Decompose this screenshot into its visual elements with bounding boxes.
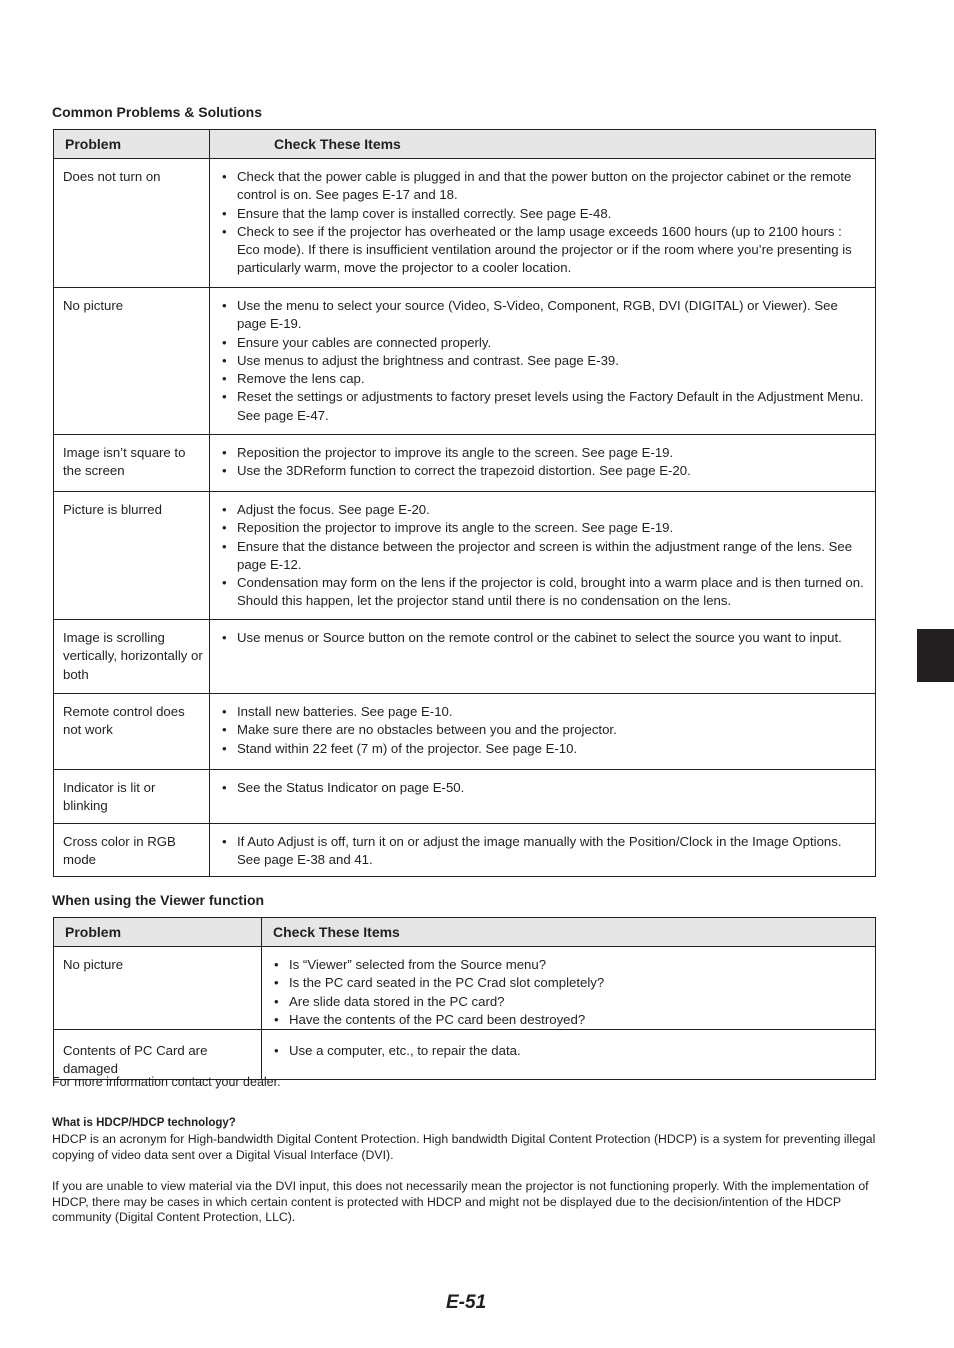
list-item: • See the Status Indicator on page E-50.: [218, 779, 867, 797]
table-header-row: [54, 918, 876, 947]
hdcp-paragraph-2: If you are unable to view material via the DVI input, this does not necessarily mean the projector is not functioning properly. With the implementation of HDCP, there may be cases in which certain content is protected with HDCP and might not be displayed due to the decision/intention of the HDCP community (Digital Content Protection, LLC).: [52, 1179, 869, 1225]
list-item: • Ensure that the lamp cover is installed correctly. See page E-48.: [218, 205, 867, 223]
items-cell: [210, 694, 876, 770]
header-check-items: Check These Items: [210, 130, 876, 159]
list-item: • Ensure your cables are connected properly.: [218, 334, 867, 352]
problem-cell: Image isn’t square to the screen: [54, 435, 210, 492]
list-item: • Remove the lens cap.: [218, 370, 867, 388]
problem-cell: Contents of PC Card are damaged: [54, 1030, 262, 1080]
table-row: [54, 1030, 876, 1080]
list-item: • Is the PC card seated in the PC Crad slot completely?: [270, 974, 867, 992]
list-item: • Check to see if the projector has overheated or the lamp usage exceeds 1600 hours (up to 2100 hours : Eco mode). If there is insufficient ventilation around the projector or if the room where you’re presenting is particularly warm, move the projector to a cooler location.: [218, 223, 867, 278]
header-check-items: Check These Items: [262, 918, 876, 947]
chapter-tab-marker: [917, 629, 954, 682]
items-cell: [210, 492, 876, 620]
viewer-function-table: [53, 917, 876, 1080]
list-item: • Stand within 22 feet (7 m) of the projector. See page E-10.: [218, 740, 867, 758]
list-item: • Use the menu to select your source (Video, S-Video, Component, RGB, DVI (DIGITAL) or Viewer). See page E-19.: [218, 297, 867, 334]
list-item: • Install new batteries. See page E-10.: [218, 703, 867, 721]
list-item: • Have the contents of the PC card been destroyed?: [270, 1011, 867, 1029]
table-row: [54, 824, 876, 877]
items-cell: [210, 435, 876, 492]
list-item: • Reposition the projector to improve its angle to the screen. See page E-19.: [218, 444, 867, 462]
table-row: [54, 694, 876, 770]
items-cell: [210, 770, 876, 824]
list-item: • Are slide data stored in the PC card?: [270, 993, 867, 1011]
header-problem: Problem: [54, 918, 262, 947]
list-item: • If Auto Adjust is off, turn it on or adjust the image manually with the Position/Clock in the Image Options. See page E-38 and 41.: [218, 833, 867, 870]
list-item: • Use menus to adjust the brightness and contrast. See page E-39.: [218, 352, 867, 370]
hdcp-title: What is HDCP/HDCP technology?: [52, 1117, 236, 1129]
list-item: • Condensation may form on the lens if the projector is cold, brought into a warm place and is then turned on. Should this happen, let the projector stand until there is no condensation on the lens.: [218, 574, 867, 611]
table-row: [54, 770, 876, 824]
page-number: E-51: [446, 1292, 487, 1313]
items-cell: [210, 620, 876, 694]
problem-cell: No picture: [54, 947, 262, 1030]
list-item: • Reposition the projector to improve its angle to the screen. See page E-19.: [218, 519, 867, 537]
table-header-row: [54, 130, 876, 159]
list-item: • Use the 3DReform function to correct the trapezoid distortion. See page E-20.: [218, 462, 867, 480]
problem-cell: Indicator is lit or blinking: [54, 770, 210, 824]
list-item: • Adjust the focus. See page E-20.: [218, 501, 867, 519]
problem-cell: Image is scrolling vertically, horizontally or both: [54, 620, 210, 694]
problem-cell: No picture: [54, 288, 210, 435]
problem-cell: Remote control does not work: [54, 694, 210, 770]
items-cell: [210, 159, 876, 288]
common-problems-table: [53, 129, 876, 877]
table-row: [54, 620, 876, 694]
items-cell: [210, 824, 876, 877]
items-cell: [210, 288, 876, 435]
list-item: • Check that the power cable is plugged in and that the power button on the projector cabinet or the remote control is on. See pages E-17 and 18.: [218, 168, 867, 205]
section-title-viewer-function: When using the Viewer function: [52, 892, 265, 908]
items-cell: [262, 947, 876, 1030]
problem-cell: Cross color in RGB mode: [54, 824, 210, 877]
list-item: • Is “Viewer” selected from the Source menu?: [270, 956, 867, 974]
table-row: [54, 435, 876, 492]
table-row: [54, 947, 876, 1030]
section-title-common-problems: Common Problems & Solutions: [52, 104, 263, 120]
list-item: • Reset the settings or adjustments to factory preset levels using the Factory Default in the Adjustment Menu. See page E-47.: [218, 388, 867, 425]
hdcp-paragraph-1: HDCP is an acronym for High-bandwidth Digital Content Protection. High bandwidth Digital Content Protection (HDCP) is a system for preventing illegal copying of video data sent over a Digital Visual Interface (DVI).: [52, 1132, 876, 1162]
problem-cell: Picture is blurred: [54, 492, 210, 620]
dealer-note: For more information contact your dealer.: [52, 1075, 281, 1089]
list-item: • Make sure there are no obstacles between you and the projector.: [218, 721, 867, 739]
list-item: • Use menus or Source button on the remote control or the cabinet to select the source you want to input.: [218, 629, 867, 647]
table-row: [54, 159, 876, 288]
table-row: [54, 288, 876, 435]
list-item: • Ensure that the distance between the projector and screen is within the adjustment range of the lens. See page E-12.: [218, 538, 867, 575]
header-problem: Problem: [54, 130, 210, 159]
list-item: • Use a computer, etc., to repair the data.: [270, 1042, 867, 1060]
items-cell: [262, 1030, 876, 1080]
table-row: [54, 492, 876, 620]
problem-cell: Does not turn on: [54, 159, 210, 288]
